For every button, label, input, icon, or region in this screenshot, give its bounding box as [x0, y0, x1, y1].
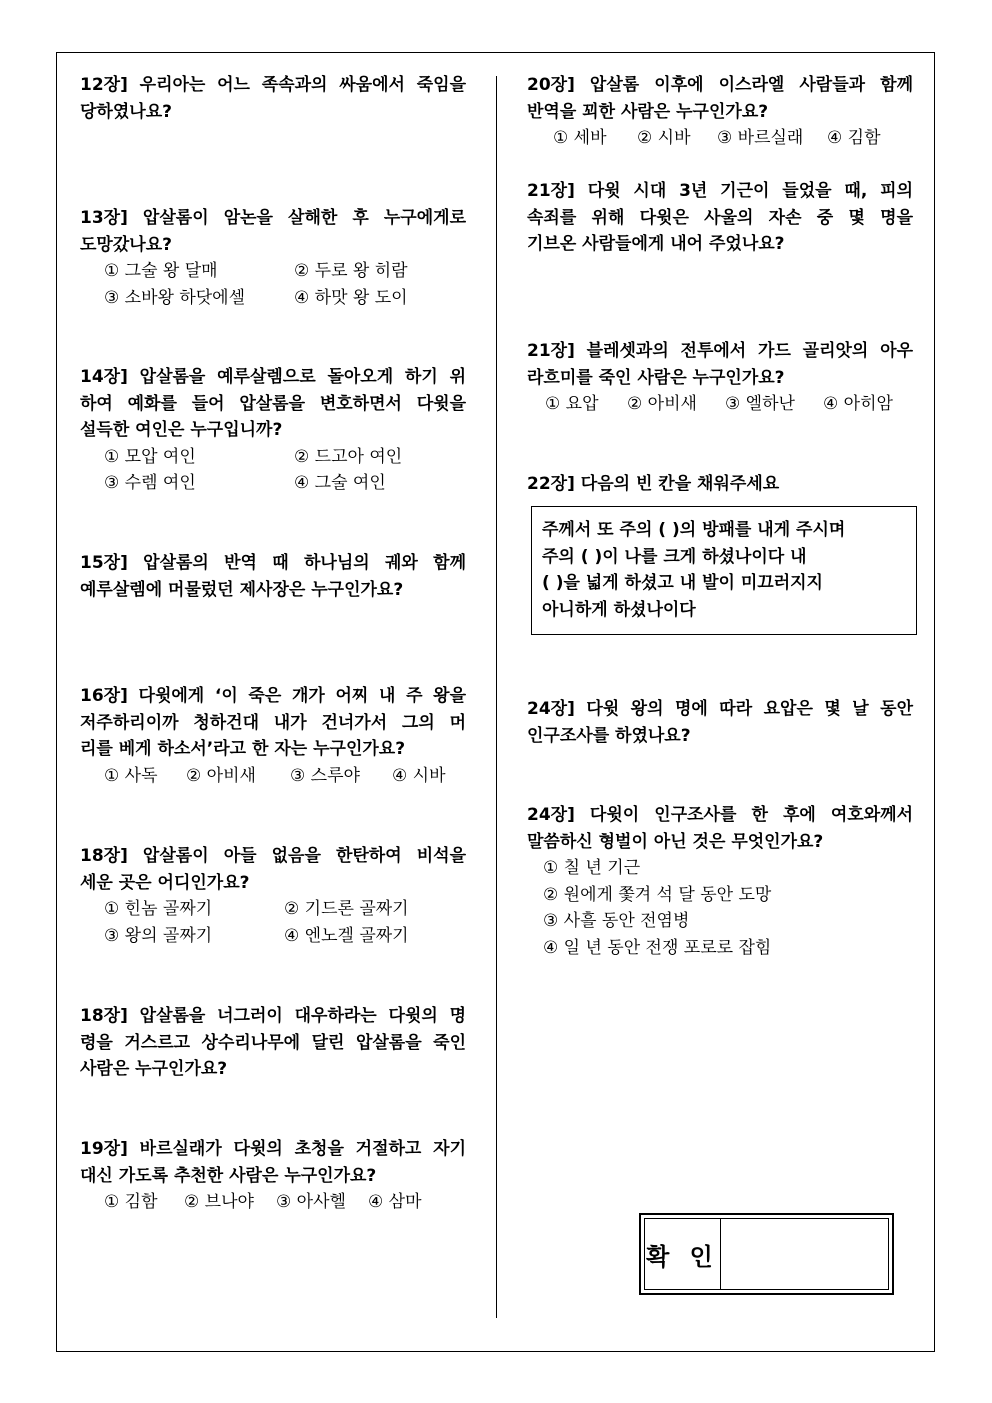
question-text: 도망갔나요? [80, 234, 172, 255]
option-4[interactable]: ④ 그술 여인 [294, 473, 386, 493]
option-1[interactable]: ① 칠 년 기근 [543, 858, 641, 878]
question-text: 24장] 다윗이 인구조사를 한 후에 여호와께서 [527, 805, 913, 825]
question-text: 24장] 다윗 왕의 명에 따라 요압은 몇 날 동안 [527, 699, 913, 719]
option-1[interactable]: ① 그술 왕 달매 [104, 261, 218, 281]
option-1[interactable]: ① 모압 여인 [104, 446, 196, 467]
option-2[interactable]: ② 드고아 여인 [294, 446, 403, 467]
option-3[interactable]: ③ 왕의 골짜기 [104, 925, 213, 946]
question-24-punishment [527, 802, 913, 961]
question-18-stone [80, 843, 466, 949]
option-1[interactable]: ① 힌놈 골짜기 [104, 899, 213, 919]
question-text: 령을 거스르고 상수리나무에 달린 압살롬을 죽인 [80, 1032, 466, 1053]
question-text: 저주하리이까 청하건대 내가 건너가서 그의 머 [80, 712, 466, 733]
option-2[interactable]: ② 아비새 [627, 394, 697, 414]
option-3[interactable]: ③ 엘하난 [725, 394, 795, 414]
question-text: 21장] 다윗 시대 3년 기근이 들었을 때, 피의 [527, 181, 913, 201]
option-4[interactable]: ④ 아히암 [823, 394, 893, 414]
question-text: 대신 가도록 추천한 사람은 누구인가요? [80, 1165, 377, 1186]
question-text: 사람은 누구인가요? [80, 1059, 228, 1079]
question-19 [80, 1136, 466, 1216]
question-text: 19장] 바르실래가 다윗의 초청을 거절하고 자기 [80, 1139, 466, 1159]
question-text: 22장] 다음의 빈 칸을 채워주세요 [527, 474, 780, 494]
confirmation-label: 확 인 [645, 1219, 721, 1289]
option-4[interactable]: ④ 김함 [827, 128, 881, 148]
option-3[interactable]: ③ 아사헬 [276, 1192, 346, 1212]
option-3[interactable]: ③ 사흘 동안 전염병 [543, 911, 690, 931]
option-3[interactable]: ③ 바르실래 [717, 128, 804, 148]
option-4[interactable]: ④ 일 년 동안 전쟁 포로로 잡힘 [543, 937, 772, 958]
question-15 [80, 550, 466, 603]
option-4[interactable]: ④ 시바 [392, 765, 446, 786]
option-4[interactable]: ④ 하맛 왕 도이 [294, 287, 408, 308]
question-text: 16장] 다윗에게 ‘이 죽은 개가 어찌 내 주 왕을 [80, 686, 466, 706]
option-3[interactable]: ③ 수렘 여인 [104, 473, 196, 493]
option-2[interactable]: ② 아비새 [186, 765, 256, 786]
option-2[interactable]: ② 브나야 [184, 1192, 254, 1212]
question-text: 18장] 압살롬을 너그러이 대우하라는 다윗의 명 [80, 1006, 466, 1026]
blank-line[interactable]: ( )을 넓게 하셨고 내 발이 미끄러지지 [542, 573, 823, 593]
question-text: 속죄를 위해 다윗은 사울의 자손 중 몇 명을 [527, 207, 913, 228]
question-24-census [527, 696, 913, 749]
question-text: 인구조사를 하였나요? [527, 725, 691, 746]
option-1[interactable]: ① 요압 [545, 394, 599, 414]
question-14 [80, 364, 466, 497]
option-3[interactable]: ③ 스루야 [290, 765, 360, 786]
question-18-killer [80, 1003, 466, 1083]
question-12 [80, 72, 466, 125]
question-text: 설득한 여인은 누구입니까? [80, 420, 283, 440]
question-21-battle [527, 338, 913, 418]
option-1[interactable]: ① 사독 [104, 765, 158, 786]
option-1[interactable]: ① 김함 [104, 1192, 158, 1212]
question-text: 18장] 압살롬이 아들 없음을 한탄하여 비석을 [80, 846, 466, 866]
question-text: 13장] 압살롬이 암논을 살해한 후 누구에게로 [80, 208, 466, 228]
question-text: 말씀하신 형벌이 아닌 것은 무엇인가요? [527, 831, 824, 852]
question-22 [527, 471, 913, 498]
question-text: 세운 곳은 어디인가요? [80, 872, 250, 893]
question-16 [80, 683, 466, 789]
column-divider [496, 76, 497, 1318]
option-2[interactable]: ② 시바 [637, 128, 691, 148]
question-text: 12장] 우리아는 어느 족속과의 싸움에서 죽임을 [80, 75, 466, 95]
blank-line[interactable]: 주의 ( )이 나를 크게 하셨나이다 내 [542, 546, 807, 567]
question-text: 기브온 사람들에게 내어 주었나요? [527, 234, 785, 254]
question-text: 21장] 블레셋과의 전투에서 가드 골리앗의 아우 [527, 341, 913, 361]
question-text: 14장] 압살롬을 예루살렘으로 돌아오게 하기 위 [80, 367, 466, 387]
question-text: 하여 예화를 들어 압살롬을 변호하면서 다윗을 [80, 393, 466, 414]
blank-line: 아니하게 하셨나이다 [542, 599, 696, 620]
option-1[interactable]: ① 세바 [553, 128, 607, 148]
question-13 [80, 205, 466, 311]
option-2[interactable]: ② 기드론 골짜기 [284, 899, 409, 919]
option-4[interactable]: ④ 엔노겔 골짜기 [284, 925, 409, 946]
option-2[interactable]: ② 두로 왕 히람 [294, 261, 408, 281]
question-text: 20장] 압살롬 이후에 이스라엘 사람들과 함께 [527, 75, 913, 95]
option-4[interactable]: ④ 삼마 [368, 1192, 422, 1212]
option-3[interactable]: ③ 소바왕 하닷에셀 [104, 287, 246, 308]
confirmation-box [639, 1213, 894, 1295]
question-text: 리를 베게 하소서’라고 한 자는 누구인가요? [80, 739, 406, 759]
confirmation-signature-area[interactable] [721, 1219, 888, 1289]
question-text: 반역을 꾀한 사람은 누구인가요? [527, 101, 769, 122]
question-20 [527, 72, 913, 152]
question-text: 15장] 압살롬의 반역 때 하나님의 궤와 함께 [80, 553, 466, 573]
question-text: 라흐미를 죽인 사람은 누구인가요? [527, 367, 785, 388]
question-text: 당하였나요? [80, 101, 172, 122]
question-text: 예루살렘에 머물렀던 제사장은 누구인가요? [80, 579, 404, 600]
question-21-famine [527, 178, 913, 258]
option-2[interactable]: ② 원에게 쫓겨 석 달 동안 도망 [543, 884, 772, 905]
fill-in-blank-box [531, 506, 917, 635]
blank-line[interactable]: 주께서 또 주의 ( )의 방패를 내게 주시며 [542, 520, 846, 540]
